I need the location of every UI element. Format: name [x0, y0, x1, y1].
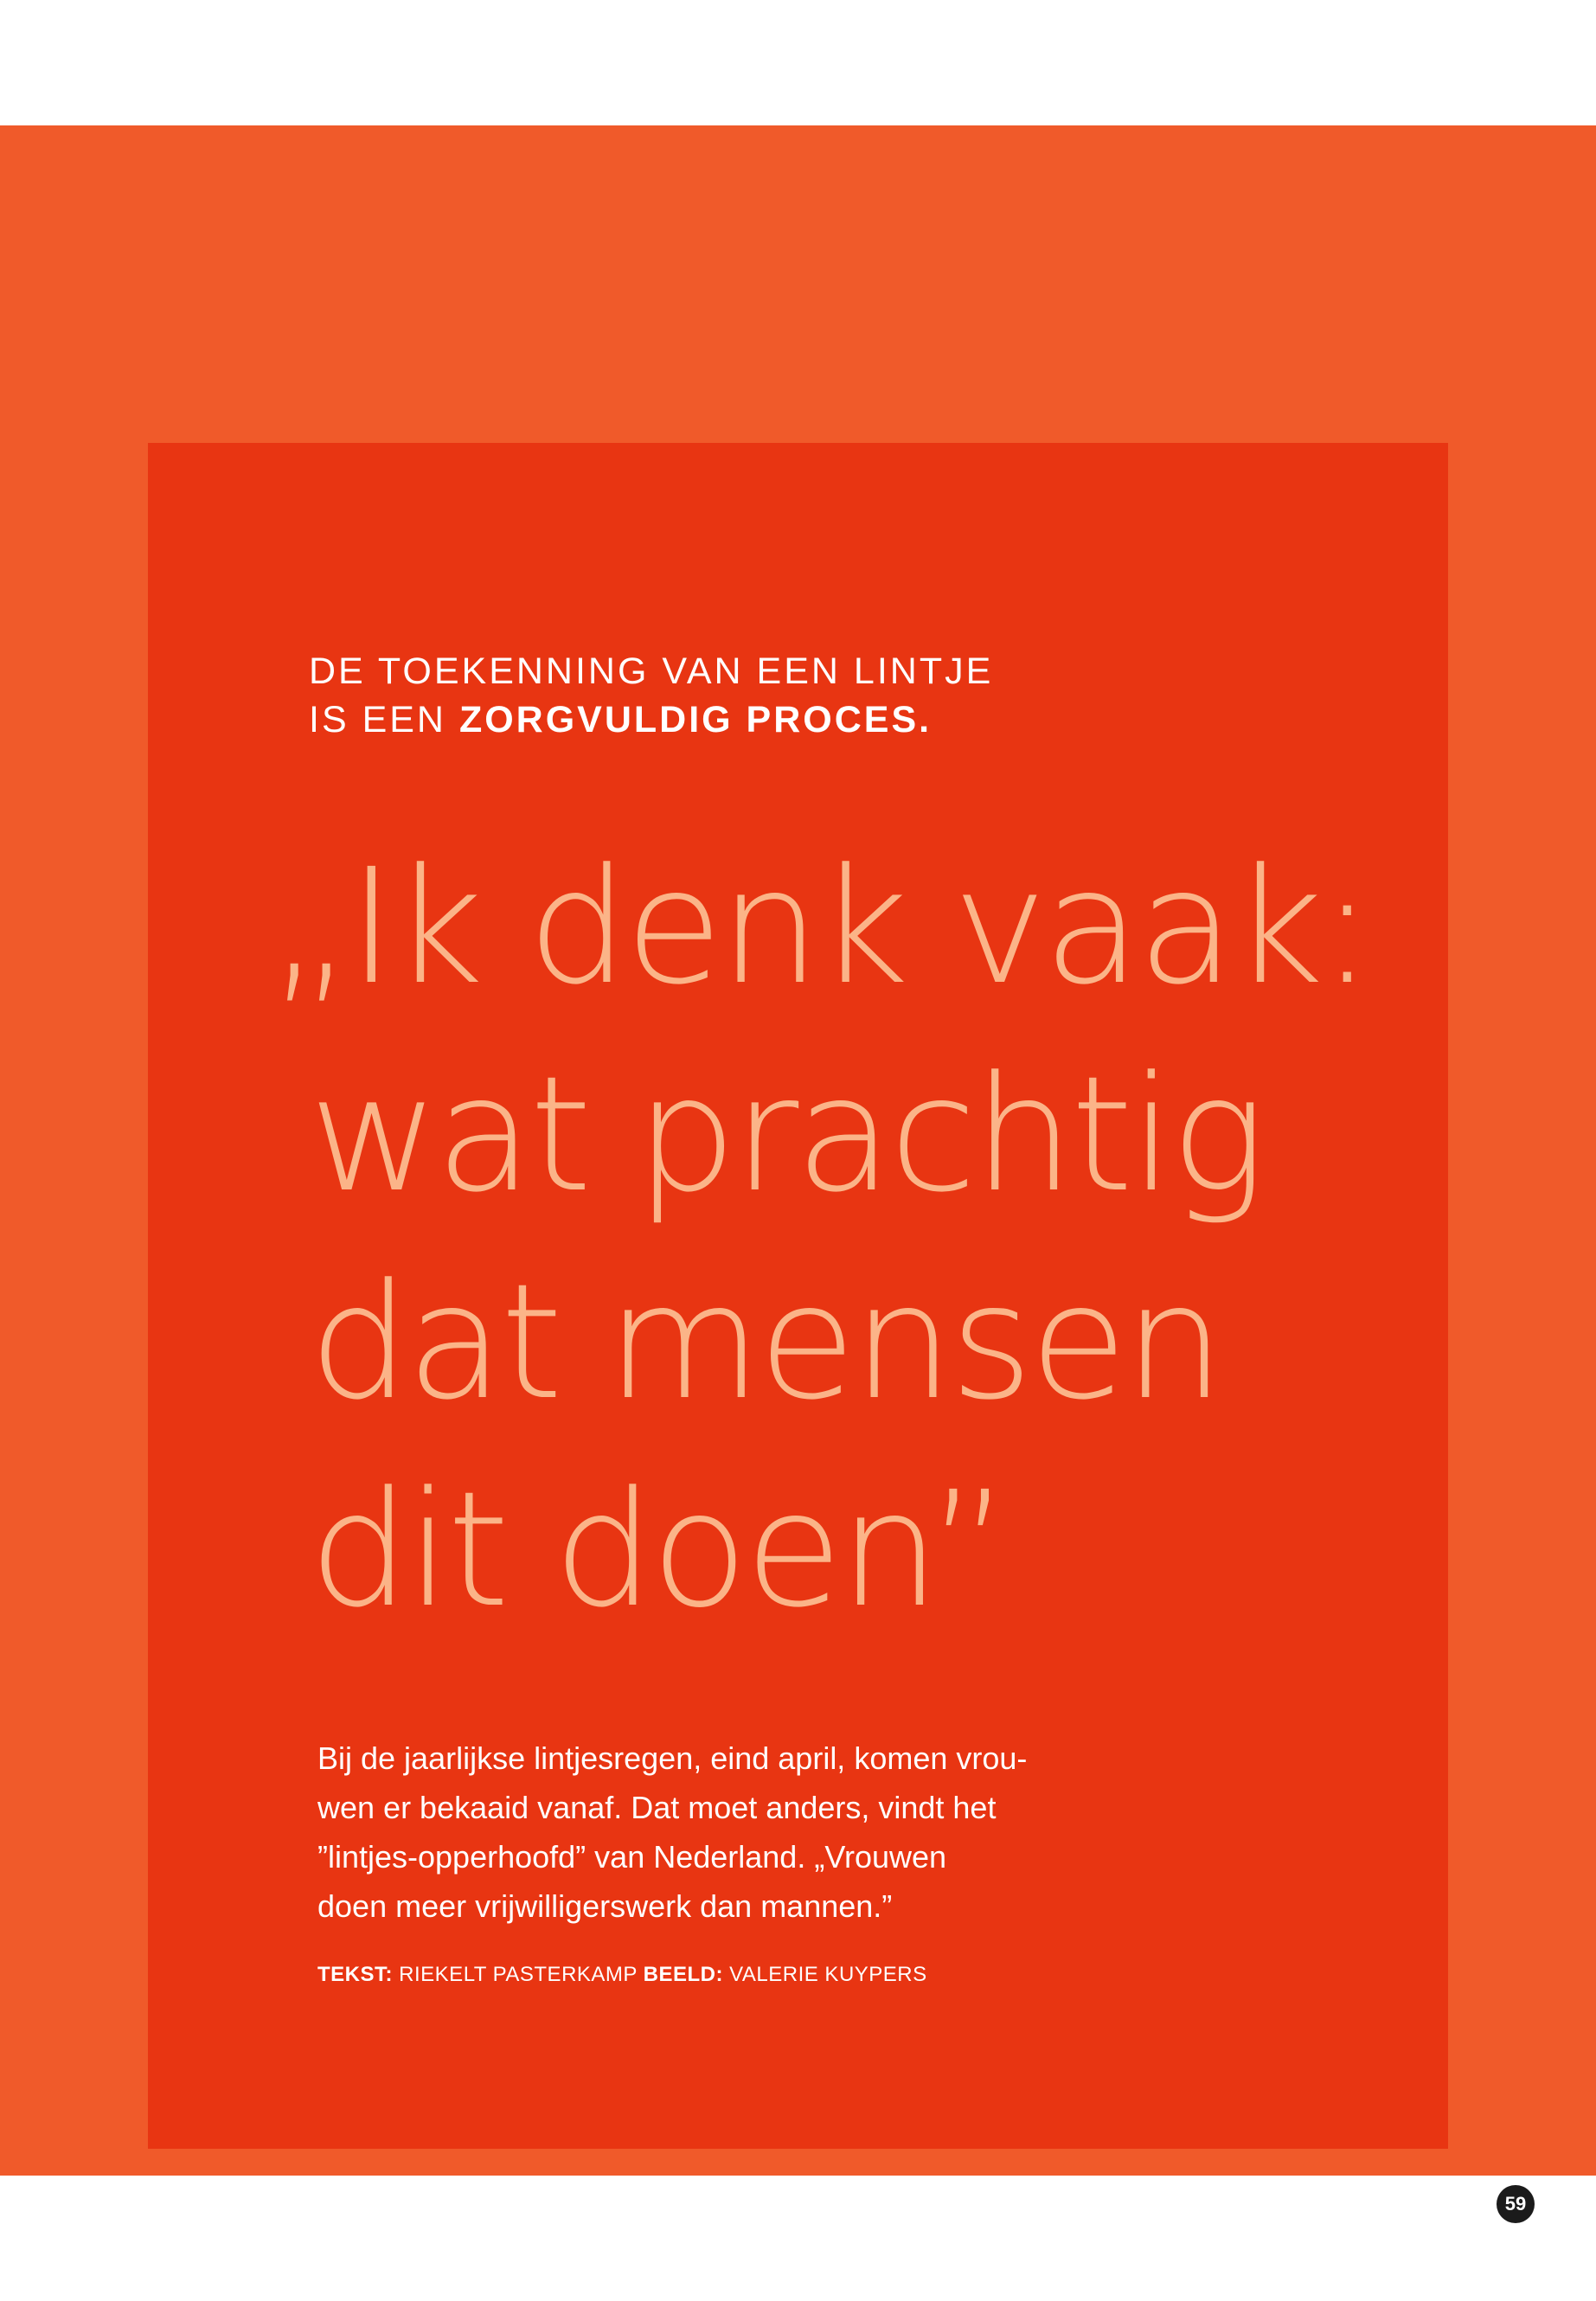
text-credit-author: RIEKELT PASTERKAMP [393, 1963, 644, 1986]
intro-line-3: ”lintjes-opperhoofd” van Nederland. „Vrouwen [317, 1839, 947, 1875]
pull-quote-headline [269, 824, 1370, 1654]
outer-orange-band [0, 125, 1596, 2214]
intro-paragraph [317, 1734, 1148, 1931]
kicker-line-2-bold: ZORGVULDIG PROCES. [458, 699, 933, 740]
page-number-badge: 59 [1497, 2185, 1535, 2223]
quote-line-2: wat prachtig [309, 1042, 1263, 1227]
text-credit-label: TEKST: [317, 1963, 393, 1986]
kicker-line-1: DE TOEKENNING VAN EEN LINTJE [309, 651, 994, 692]
quote-line-1: „Ik denk vaak: [269, 835, 1371, 1020]
byline-credits [317, 1962, 927, 1988]
kicker-heading [309, 647, 993, 744]
image-credit-label: BEELD: [643, 1963, 723, 1986]
intro-line-4: doen meer vrijwilligerswerk dan mannen.” [317, 1888, 893, 1924]
intro-line-1: Bij de jaarlijkse lintjesregen, eind april, komen vrou- [317, 1740, 1028, 1776]
red-content-panel [148, 443, 1448, 2149]
intro-line-2: wen er bekaaid vanaf. Dat moet anders, vindt het [317, 1790, 997, 1825]
quote-line-4: dit doen” [309, 1458, 1008, 1643]
quote-line-3: dat mensen [309, 1250, 1221, 1435]
image-credit-author: VALERIE KUYPERS [723, 1963, 927, 1986]
kicker-line-2-light: IS EEN [309, 699, 459, 740]
